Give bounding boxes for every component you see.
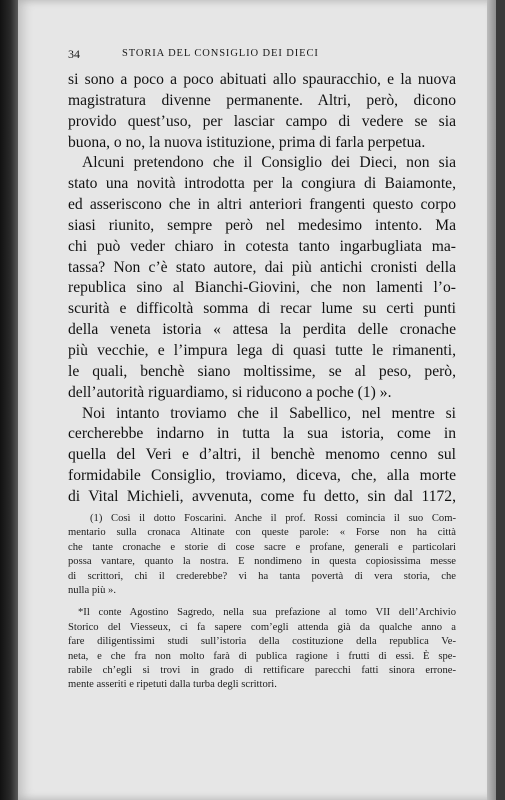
text-line: Noi intanto troviamo che il Sabellico, nel mentre si xyxy=(82,404,456,422)
text-line: provido quest’uso, per lasciar campo di vedere se sia xyxy=(68,112,456,130)
text-line: ed asseriscono che in altri anteriori frangenti questo corpo xyxy=(68,196,456,214)
text-line: siasi riunito, sempre però nel medesimo intento. Ma xyxy=(68,216,456,234)
footnote xyxy=(68,512,456,598)
text-line: formidabile Consiglio, troviamo, diceva, che, alla morte xyxy=(68,467,456,485)
text-line: dell’autorità riguardiamo, si riducono a poche (1) ». xyxy=(68,383,392,401)
footnote-line: fare diligentissimi studi sull’istoria della costituzione della republica Ve- xyxy=(68,636,456,648)
footnote-line: possa vantare, quanto la nostra. E nondimeno in questa copiosissima messe xyxy=(68,556,456,568)
footnote-line: nulla più ». xyxy=(68,585,116,597)
running-title: STORIA DEL CONSIGLIO DEI DIECI xyxy=(122,48,319,59)
text-line: Alcuni pretendono che il Consiglio dei Dieci, non sia xyxy=(82,154,456,172)
text-line: chi può veder chiaro in cotesta tanto ingarbugliata ma- xyxy=(68,237,456,255)
footnote-line: neta, e che fra non molto farà di publica ragione i frutti di essi. È spe- xyxy=(68,650,456,662)
running-header xyxy=(68,47,456,61)
page-edge xyxy=(487,0,496,800)
text-line: buona, o no, la nuova istituzione, prima di farla perpetua. xyxy=(68,133,426,151)
text-line: della veneta istoria « attesa la perdita delle cronache xyxy=(68,321,456,339)
footnotes xyxy=(68,512,456,693)
footnote xyxy=(68,606,456,692)
footnote-line: mente asseriti e ripetuti dalla turba degli scrittori. xyxy=(68,679,277,691)
text-line: tassa? Non c’è stato autore, dai più antichi cronisti della xyxy=(68,258,456,276)
footnote-line: mentario sulla cronaca Altinate con queste parole: « Forse non ha città xyxy=(68,527,456,539)
text-line: di Vital Michieli, avvenuta, come fu detto, sin dal 1172, xyxy=(68,487,456,505)
text-line: quella del Veri e d’altri, il benchè menomo cenno sul xyxy=(68,446,456,464)
text-line: stato una novità introdotta per la congiura di Baiamonte, xyxy=(68,175,456,193)
text-line: scurità e difficoltà somma di recar lume su certi punti xyxy=(68,300,456,318)
body-text xyxy=(68,70,456,508)
text-line: republica sino al Bianchi-Giovini, che non lamenti l’o- xyxy=(68,279,456,297)
text-line: si sono a poco a poco abituati allo spauracchio, e la nuova xyxy=(68,71,456,88)
text-line: cercherebbe indarno in tutta la sua istoria, come in xyxy=(68,425,456,443)
footnote-line: rabile ch’egli si trovi in grado di rettificare parecchi fatti sinora errone- xyxy=(68,665,456,677)
footnote-line: che tante cronache e storie di cose sacre e profane, generali e particolari xyxy=(68,541,456,553)
text-line: magistratura divenne permanente. Altri, però, dicono xyxy=(68,91,456,109)
footnote-line: *Il conte Agostino Sagredo, nella sua prefazione al tomo VII dell’Archivio xyxy=(78,607,456,619)
text-line: più vecchie, e l’impura lega di quasi tutte le rimanenti, xyxy=(68,341,456,359)
book-spine-shadow xyxy=(0,0,18,800)
footnote-line: Storico del Viesseux, ci fa sapere com’egli attenda già da qualche anno a xyxy=(68,621,456,633)
page-number: 34 xyxy=(68,47,80,61)
book-page xyxy=(18,0,496,800)
footnote-line: di scrittori, chi il crederebbe? vi ha tanta povertà di vera storia, che xyxy=(68,570,456,582)
text-line: le quali, benchè siano moltissime, se al peso, però, xyxy=(68,362,456,380)
footnote-line: (1) Così il dotto Foscarini. Anche il prof. Rossi comincia il suo Com- xyxy=(90,513,456,524)
